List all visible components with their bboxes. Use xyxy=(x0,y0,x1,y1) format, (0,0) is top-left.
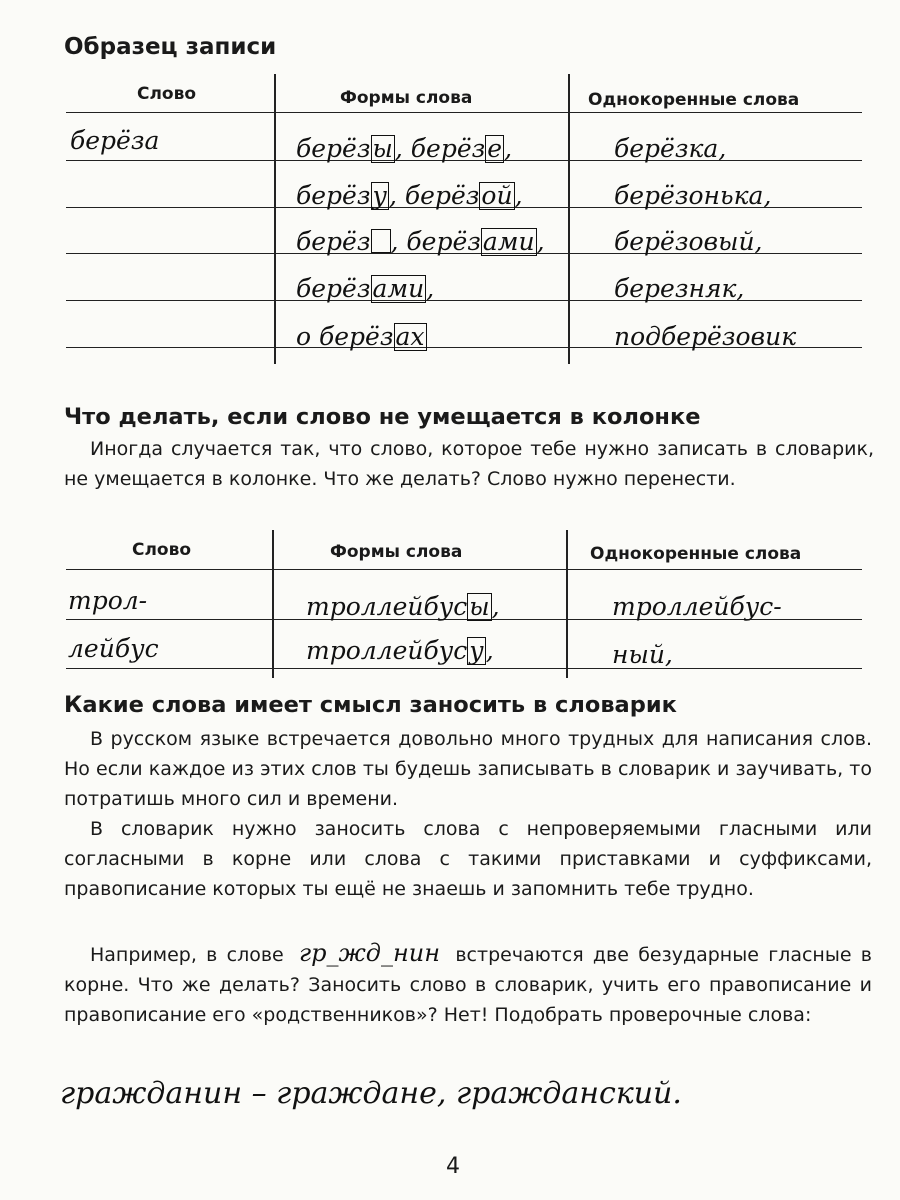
word-forms-row: берёз , берёзами, xyxy=(296,227,545,256)
column-divider xyxy=(272,530,274,678)
section-heading-wrap: Что делать, если слово не умещается в колонке xyxy=(64,404,701,430)
table-rule xyxy=(66,569,862,570)
related-word-part1: троллейбус- xyxy=(612,592,782,621)
word-form: троллейбусы, xyxy=(306,592,500,621)
wrapped-word-part2: лейбус xyxy=(68,634,159,663)
example-paragraph: Например, в слове гр_жд_нин встречаются две безударные гласные в корне. Что же делать? Заносить слово в словарик, учить его правописание и правописание его «родственников»? Нет! Подобрать проверочные слова: xyxy=(64,939,872,1026)
related-word-part2: ный, xyxy=(612,640,673,669)
column-header-word: Слово xyxy=(132,540,192,560)
paragraph: В словарик нужно заносить слова с непроверяемыми гласными или согласными в корне или слова с такими приставками и суффиксами, правописание которых ты ещё не знаешь и запомнить тебе трудно. xyxy=(64,818,872,900)
page-number: 4 xyxy=(446,1154,460,1179)
section-body xyxy=(64,724,872,904)
column-header-roots: Однокоренные слова xyxy=(588,90,800,110)
gap-word: гр_жд_нин xyxy=(299,939,441,967)
zero-ending-box xyxy=(371,229,391,253)
word-forms-row: о берёзах xyxy=(296,322,425,351)
column-header-roots: Однокоренные слова xyxy=(590,544,802,564)
column-header-word: Слово xyxy=(137,84,197,104)
wrapped-word-part1: трол- xyxy=(68,586,148,615)
section-heading-which-words: Какие слова имеет смысл заносить в словарик xyxy=(64,692,677,718)
column-header-forms: Формы слова xyxy=(340,88,473,108)
word-forms-row: берёзы, берёзе, xyxy=(296,134,513,163)
related-word: берёзонька, xyxy=(614,181,772,210)
column-header-forms: Формы слова xyxy=(330,542,463,562)
column-divider xyxy=(274,74,276,364)
table-rule xyxy=(66,112,862,113)
word-forms-row: берёзу, берёзой, xyxy=(296,181,523,210)
paragraph-wrap: Иногда случается так, что слово, которое тебе нужно записать в словарик, не умещается в колонке. Что же делать? Слово нужно перенести. xyxy=(64,438,874,490)
paragraph: В русском языке встречается довольно много трудных для написания слов. Но если каждое из этих слов ты будешь записывать в словарик и заучивать, то потратишь много сил и времени. xyxy=(64,728,872,810)
related-word: березняк, xyxy=(614,274,745,303)
related-word: берёзка, xyxy=(614,134,727,163)
related-word: берёзовый, xyxy=(614,227,763,256)
column-divider xyxy=(566,530,568,678)
sample-word: берёза xyxy=(70,126,160,155)
section-heading-sample: Образец записи xyxy=(64,34,277,60)
column-divider xyxy=(568,74,570,364)
table-rule xyxy=(66,668,862,669)
example-test-words: гражданин – граждане, гражданский. xyxy=(60,1076,682,1111)
related-word: подберёзовик xyxy=(614,322,797,351)
word-forms-row: берёзами, xyxy=(296,274,435,303)
word-form: троллейбусу, xyxy=(306,636,494,665)
